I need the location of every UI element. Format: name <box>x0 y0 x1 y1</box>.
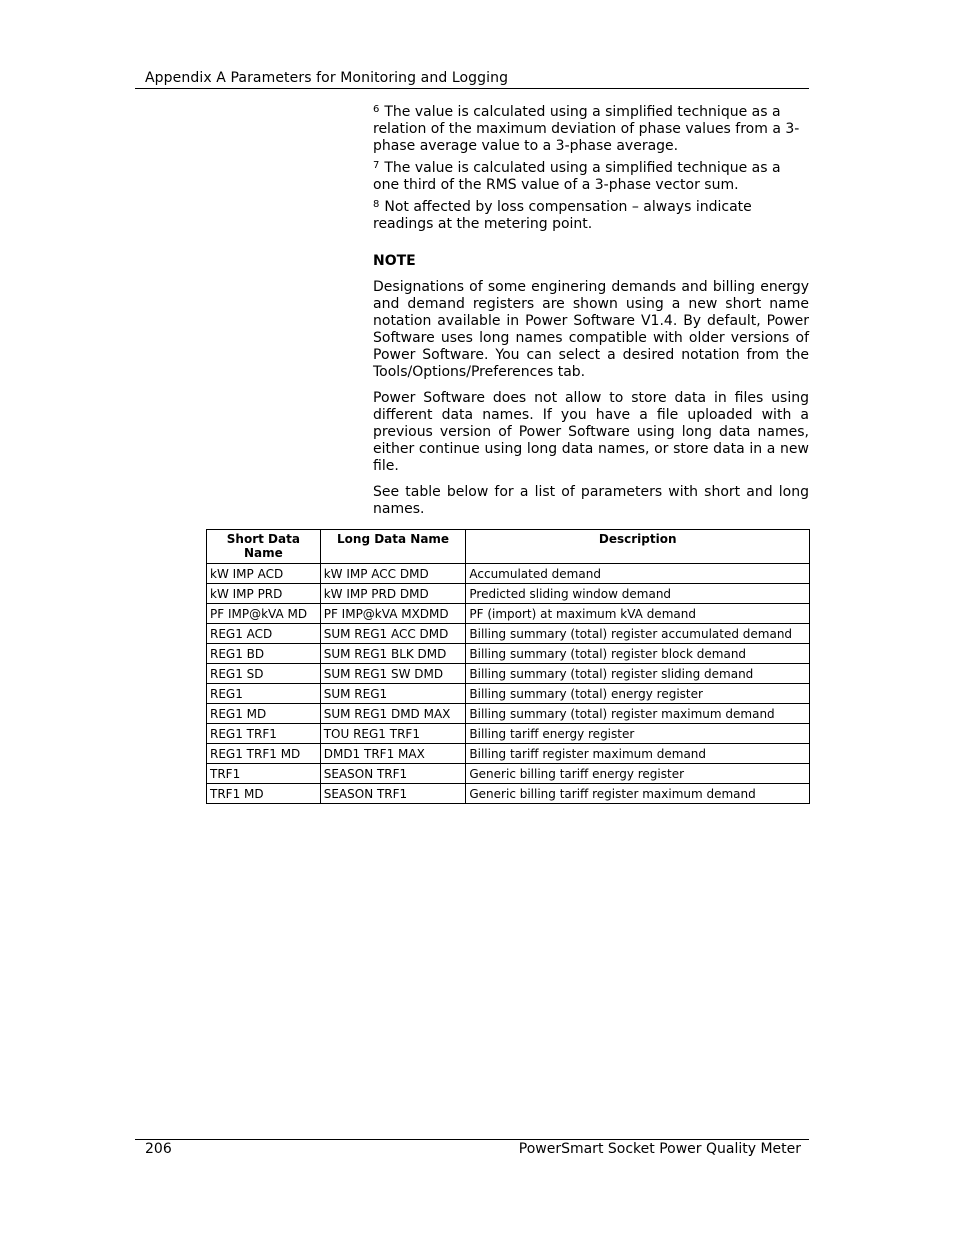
note-paragraph: Power Software does not allow to store data in files using different data names. If you have a file uploaded with a previous version of Power Software using long data names, either continue using long data names, or store data in a new file. <box>373 390 809 474</box>
long-name-cell: SUM REG1 BLK DMD <box>320 644 466 664</box>
short-name-cell: REG1 TRF1 MD <box>207 744 321 764</box>
table-row <box>207 584 810 604</box>
long-name-cell: SUM REG1 SW DMD <box>320 664 466 684</box>
description-cell: Predicted sliding window demand <box>466 584 810 604</box>
long-name-cell: SUM REG1 <box>320 684 466 704</box>
long-name-cell: SEASON TRF1 <box>320 764 466 784</box>
short-name-cell: kW IMP PRD <box>207 584 321 604</box>
short-name-cell: PF IMP@kVA MD <box>207 604 321 624</box>
table-row <box>207 644 810 664</box>
description-cell: Billing summary (total) register sliding demand <box>466 664 810 684</box>
footnote-mark: 7 <box>373 160 380 171</box>
long-name-cell: kW IMP PRD DMD <box>320 584 466 604</box>
table-row <box>207 624 810 644</box>
product-name: PowerSmart Socket Power Quality Meter <box>518 1141 801 1157</box>
long-name-cell: PF IMP@kVA MXDMD <box>320 604 466 624</box>
footer-divider <box>135 1139 809 1140</box>
description-cell: PF (import) at maximum kVA demand <box>466 604 810 624</box>
description-cell: Billing tariff register maximum demand <box>466 744 810 764</box>
main-content <box>373 104 809 527</box>
page-number: 206 <box>145 1141 172 1157</box>
header-divider <box>135 88 809 89</box>
description-cell: Generic billing tariff register maximum demand <box>466 784 810 804</box>
short-name-cell: REG1 TRF1 <box>207 724 321 744</box>
short-name-cell: REG1 BD <box>207 644 321 664</box>
column-header-long-name: Long Data Name <box>320 530 466 564</box>
long-name-cell: SUM REG1 DMD MAX <box>320 704 466 724</box>
long-name-cell: SEASON TRF1 <box>320 784 466 804</box>
footnote-8 <box>373 199 809 233</box>
short-name-cell: REG1 SD <box>207 664 321 684</box>
table-row <box>207 724 810 744</box>
footnote-mark: 8 <box>373 199 380 210</box>
short-name-cell: TRF1 <box>207 764 321 784</box>
description-cell: Billing summary (total) register maximum demand <box>466 704 810 724</box>
footnote-mark: 6 <box>373 104 380 115</box>
description-cell: Billing summary (total) register block demand <box>466 644 810 664</box>
table-row <box>207 784 810 804</box>
short-name-cell: REG1 <box>207 684 321 704</box>
description-cell: Billing tariff energy register <box>466 724 810 744</box>
footnote-text: The value is calculated using a simplified technique as a relation of the maximum deviation of phase values from a 3-phase average value to a 3-phase average. <box>373 104 800 154</box>
note-heading: NOTE <box>373 253 416 269</box>
note-paragraph: Designations of some enginering demands and billing energy and demand registers are shown using a new short name notation available in Power Software V1.4. By default, Power Software uses long names compatible with older versions of Power Software. You can select a desired notation from the Tools/Options/Preferences tab. <box>373 279 809 380</box>
table-row <box>207 564 810 584</box>
short-name-cell: TRF1 MD <box>207 784 321 804</box>
footnote-7 <box>373 160 809 194</box>
description-cell: Generic billing tariff energy register <box>466 764 810 784</box>
parameter-names-table <box>206 529 810 804</box>
table-header-row <box>207 530 810 564</box>
long-name-cell: DMD1 TRF1 MAX <box>320 744 466 764</box>
short-name-cell: REG1 MD <box>207 704 321 724</box>
footnote-6 <box>373 104 809 155</box>
long-name-cell: kW IMP ACC DMD <box>320 564 466 584</box>
column-header-description: Description <box>466 530 810 564</box>
short-name-cell: REG1 ACD <box>207 624 321 644</box>
table-row <box>207 764 810 784</box>
table-row <box>207 684 810 704</box>
footnote-text: Not affected by loss compensation – always indicate readings at the metering point. <box>373 199 752 232</box>
short-name-cell: kW IMP ACD <box>207 564 321 584</box>
long-name-cell: TOU REG1 TRF1 <box>320 724 466 744</box>
column-header-short-name: Short Data Name <box>207 530 321 564</box>
description-cell: Accumulated demand <box>466 564 810 584</box>
table-row <box>207 744 810 764</box>
running-header: Appendix A Parameters for Monitoring and Logging <box>145 70 509 86</box>
long-name-cell: SUM REG1 ACC DMD <box>320 624 466 644</box>
description-cell: Billing summary (total) energy register <box>466 684 810 704</box>
table-row <box>207 604 810 624</box>
note-paragraph: See table below for a list of parameters with short and long names. <box>373 484 809 517</box>
footnote-text: The value is calculated using a simplified technique as a one third of the RMS value of a 3-phase vector sum. <box>373 160 781 193</box>
table-row <box>207 704 810 724</box>
description-cell: Billing summary (total) register accumulated demand <box>466 624 810 644</box>
table-row <box>207 664 810 684</box>
